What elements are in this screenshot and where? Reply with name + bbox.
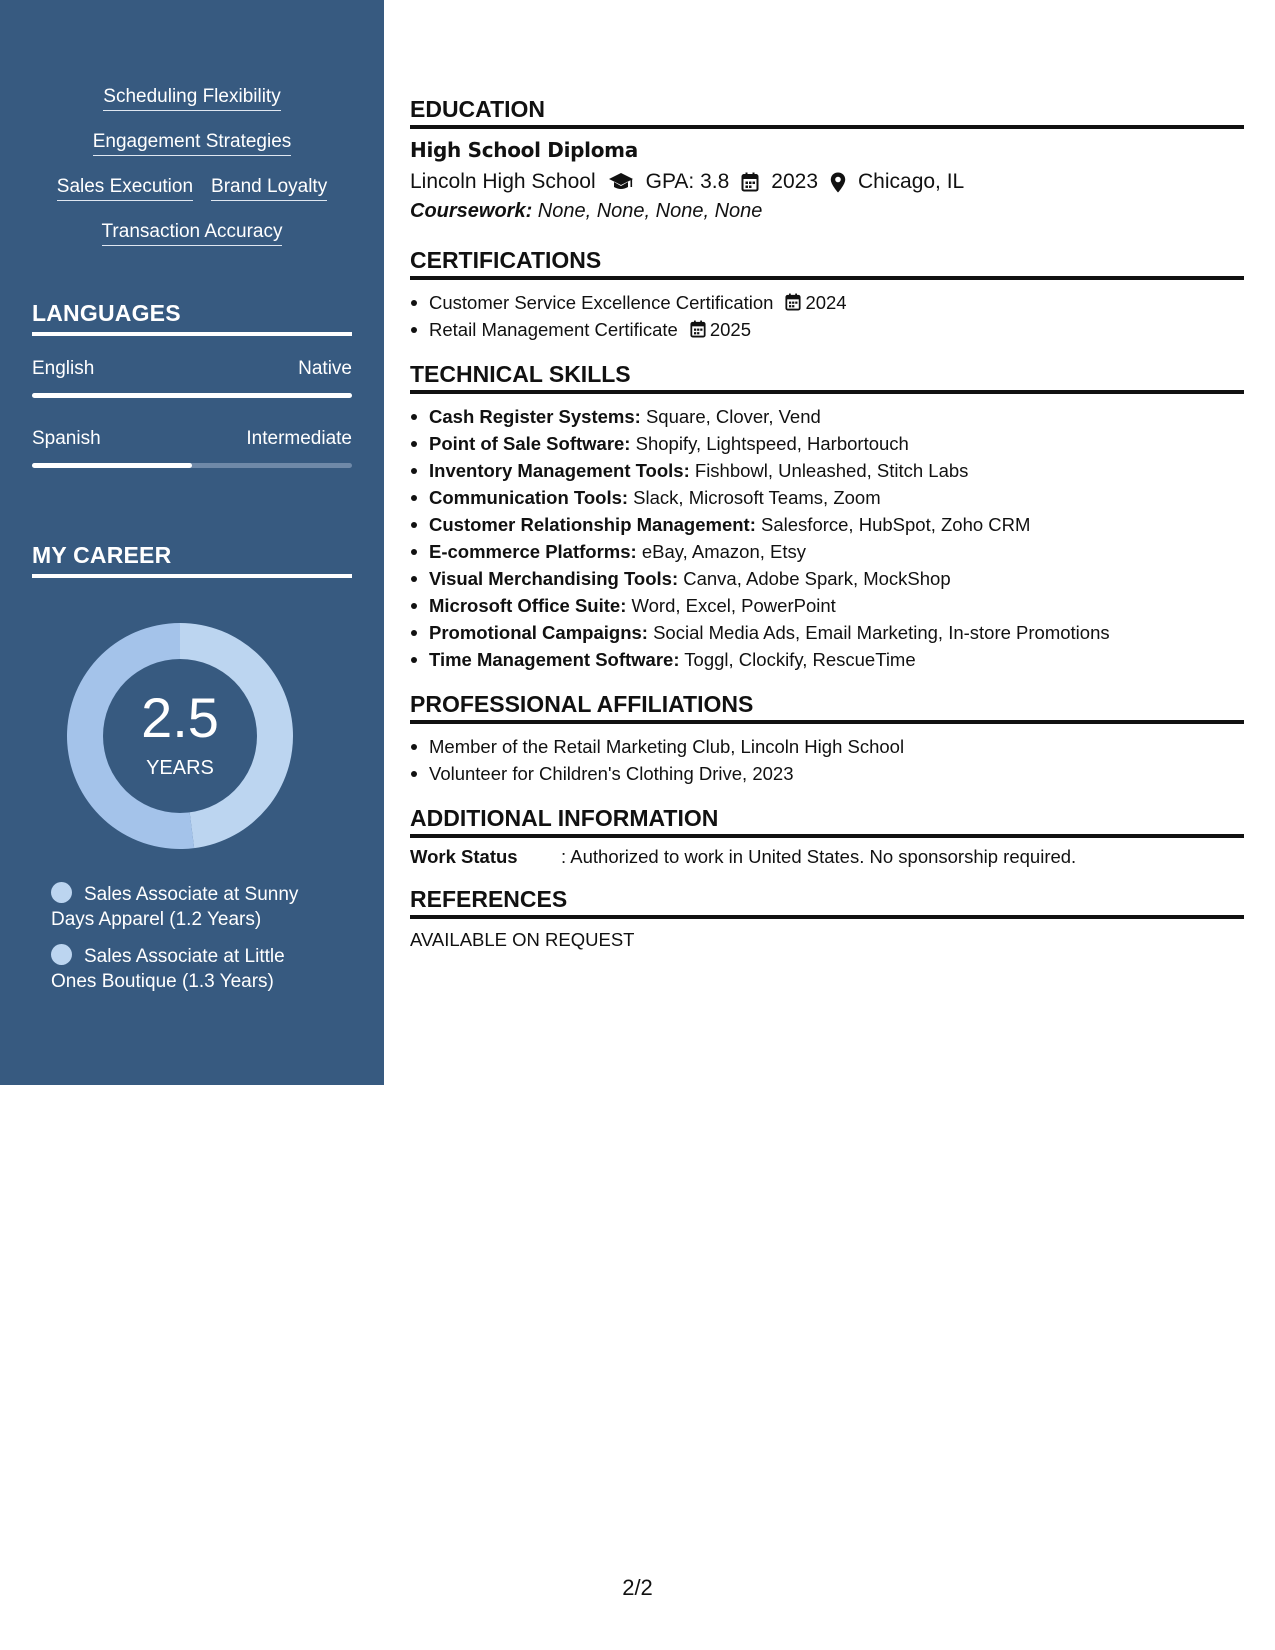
career-title: MY CAREER — [32, 542, 172, 568]
work-status-label: Work Status — [410, 846, 518, 867]
sidebar — [0, 0, 384, 1085]
language-level: Native — [298, 358, 352, 379]
skill-values: Word, Excel, PowerPoint — [626, 595, 836, 616]
certification-year: 2025 — [709, 319, 751, 340]
gpa: GPA: 3.8 — [645, 170, 730, 193]
skill-tag: Scheduling Flexibility — [103, 84, 280, 111]
additional-information-title: ADDITIONAL INFORMATION — [410, 805, 719, 831]
skill-category: Customer Relationship Management: — [429, 514, 756, 535]
skill-category: Microsoft Office Suite: — [429, 595, 627, 616]
section-rule — [410, 720, 1244, 724]
calendar-icon — [690, 318, 706, 345]
additional-information-section — [410, 803, 1244, 868]
career-item-label: Sales Associate at Sunny Days Apparel (1.2 Years) — [51, 884, 299, 930]
list-item — [410, 316, 1244, 343]
list-item — [410, 511, 1244, 538]
work-status — [410, 846, 1244, 868]
list-item — [410, 538, 1244, 565]
career-item — [51, 944, 311, 994]
certifications-title: CERTIFICATIONS — [410, 247, 602, 273]
degree-title: High School Diploma — [410, 138, 638, 162]
certification-name: Customer Service Excellence Certification — [429, 292, 774, 313]
affiliations-section — [410, 689, 1244, 787]
skill-tag: Sales Execution — [57, 174, 193, 201]
certification-year: 2024 — [805, 292, 847, 313]
main-content — [410, 94, 1244, 951]
tag-row — [0, 129, 384, 174]
language-proficiency-fill — [32, 393, 352, 398]
tag-row — [0, 174, 384, 219]
skill-values: Canva, Adobe Spark, MockShop — [678, 568, 951, 589]
language-name: English — [32, 358, 95, 379]
skill-values: Salesforce, HubSpot, Zoho CRM — [755, 514, 1031, 535]
language-proficiency-fill — [32, 463, 192, 468]
education-details — [410, 170, 1244, 194]
graduation-cap-icon — [608, 172, 634, 192]
skill-category: Promotional Campaigns: — [429, 622, 648, 643]
section-rule — [410, 915, 1244, 919]
language-proficiency-bar — [32, 463, 352, 468]
career-dot-icon — [51, 882, 72, 903]
location-pin-icon — [830, 172, 846, 193]
coursework-label: Coursework: — [410, 200, 533, 222]
education-section — [410, 94, 1244, 223]
certification-name: Retail Management Certificate — [429, 319, 678, 340]
skill-values: Fishbowl, Unleashed, Stitch Labs — [689, 460, 969, 481]
technical-skills-list — [410, 403, 1244, 673]
school-location: Chicago, IL — [858, 170, 965, 193]
section-rule — [410, 834, 1244, 838]
references-title: REFERENCES — [410, 886, 568, 912]
coursework — [410, 200, 1244, 223]
skill-category: Communication Tools: — [429, 487, 629, 508]
list-item: Member of the Retail Marketing Club, Lincoln High School — [410, 733, 1244, 760]
language-proficiency-bar — [32, 393, 352, 398]
affiliations-title: PROFESSIONAL AFFILIATIONS — [410, 691, 754, 717]
list-item — [410, 592, 1244, 619]
skill-category: E-commerce Platforms: — [429, 541, 637, 562]
page-number: 2/2 — [622, 1575, 653, 1600]
section-rule — [410, 125, 1244, 129]
career-item-label: Sales Associate at Little Ones Boutique (1.3 Years) — [51, 946, 285, 992]
language-spanish — [32, 428, 352, 468]
language-name: Spanish — [32, 428, 101, 449]
skill-category: Cash Register Systems: — [429, 406, 641, 427]
technical-skills-section — [410, 359, 1244, 673]
calendar-icon — [741, 172, 759, 192]
list-item — [410, 430, 1244, 457]
career-rule — [32, 574, 352, 578]
certifications-section — [410, 245, 1244, 343]
education-title: EDUCATION — [410, 96, 546, 122]
references-text: AVAILABLE ON REQUEST — [410, 929, 635, 950]
skill-values: Shopify, Lightspeed, Harbortouch — [630, 433, 909, 454]
languages-title: LANGUAGES — [32, 300, 181, 326]
list-item — [410, 289, 1244, 316]
skill-tags — [0, 84, 384, 264]
certifications-list — [410, 289, 1244, 343]
language-row — [32, 358, 352, 380]
section-rule — [410, 390, 1244, 394]
list-item — [410, 565, 1244, 592]
skill-category: Point of Sale Software: — [429, 433, 631, 454]
list-item — [410, 457, 1244, 484]
skill-values: Social Media Ads, Email Marketing, In-store Promotions — [647, 622, 1110, 643]
skill-values: Slack, Microsoft Teams, Zoom — [628, 487, 881, 508]
graduation-year: 2023 — [771, 170, 818, 193]
list-item — [410, 619, 1244, 646]
career-item — [51, 882, 311, 932]
list-item — [410, 403, 1244, 430]
work-status-value: : Authorized to work in United States. No sponsorship required. — [561, 846, 1077, 867]
skill-values: Toggl, Clockify, RescueTime — [679, 649, 916, 670]
career-dot-icon — [51, 944, 72, 965]
career-total-value: 2.5 — [141, 686, 219, 749]
skill-category: Time Management Software: — [429, 649, 680, 670]
career-total-unit: YEARS — [146, 757, 214, 779]
tag-row — [0, 84, 384, 129]
list-item: Volunteer for Children's Clothing Drive, 2023 — [410, 760, 1244, 787]
section-rule — [410, 276, 1244, 280]
skill-category: Inventory Management Tools: — [429, 460, 690, 481]
references-section — [410, 884, 1244, 951]
skill-values: Square, Clover, Vend — [640, 406, 821, 427]
tag-row — [0, 219, 384, 264]
school-name: Lincoln High School — [410, 170, 596, 193]
languages-rule — [32, 332, 352, 336]
language-english — [32, 358, 352, 398]
language-row — [32, 428, 352, 450]
skill-values: eBay, Amazon, Etsy — [636, 541, 807, 562]
language-level: Intermediate — [246, 428, 352, 449]
coursework-value: None, None, None, None — [532, 200, 763, 222]
affiliations-list — [410, 733, 1244, 787]
skill-tag: Transaction Accuracy — [102, 219, 283, 246]
calendar-icon — [785, 291, 801, 318]
list-item — [410, 484, 1244, 511]
skill-tag: Engagement Strategies — [93, 129, 292, 156]
skill-tag: Brand Loyalty — [211, 174, 327, 201]
list-item — [410, 646, 1244, 673]
skill-category: Visual Merchandising Tools: — [429, 568, 679, 589]
technical-skills-title: TECHNICAL SKILLS — [410, 361, 631, 387]
